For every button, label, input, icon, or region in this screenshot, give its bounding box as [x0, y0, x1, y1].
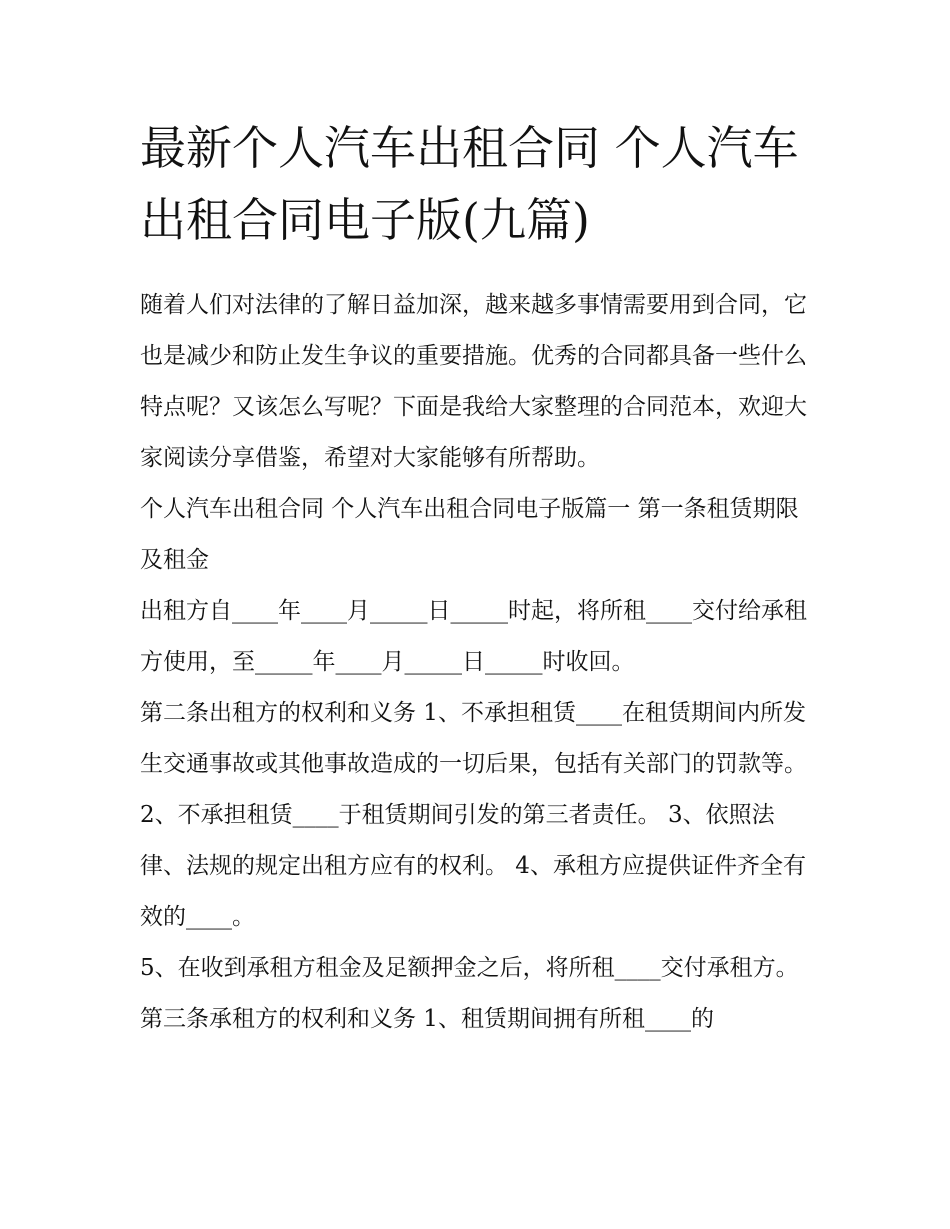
- document-body: [140, 280, 820, 1045]
- paragraph-items-2-4: 2、不承担租赁____于租赁期间引发的第三者责任。 3、依照法律、法规的规定出租方应有的权利。 4、承租方应提供证件齐全有效的____。: [140, 802, 806, 930]
- paragraph-item-5-article-3: 5、在收到承租方租金及足额押金之后，将所租____交付承租方。 第三条承租方的权利和义务 1、租赁期间拥有所租____的: [140, 955, 799, 1032]
- paragraph-article-1: 出租方自____年____月_____日_____时起，将所租____交付给承租方使用，至_____年____月_____日_____时收回。: [140, 598, 807, 675]
- paragraph-article-2: 第二条出租方的权利和义务 1、不承担租赁____在租赁期间内所发生交通事故或其他事故造成的一切后果，包括有关部门的罚款等。: [140, 700, 807, 777]
- paragraph-intro: 随着人们对法律的了解日益加深，越来越多事情需要用到合同，它也是减少和防止发生争议的重要措施。优秀的合同都具备一些什么特点呢？又该怎么写呢？下面是我给大家整理的合同范本，欢迎大家阅读分享借鉴，希望对大家能够有所帮助。: [140, 292, 807, 471]
- document-title: 最新个人汽车出租合同 个人汽车出租合同电子版(九篇): [140, 121, 799, 247]
- paragraph-section-heading: 个人汽车出租合同 个人汽车出租合同电子版篇一 第一条租赁期限及租金: [140, 496, 799, 573]
